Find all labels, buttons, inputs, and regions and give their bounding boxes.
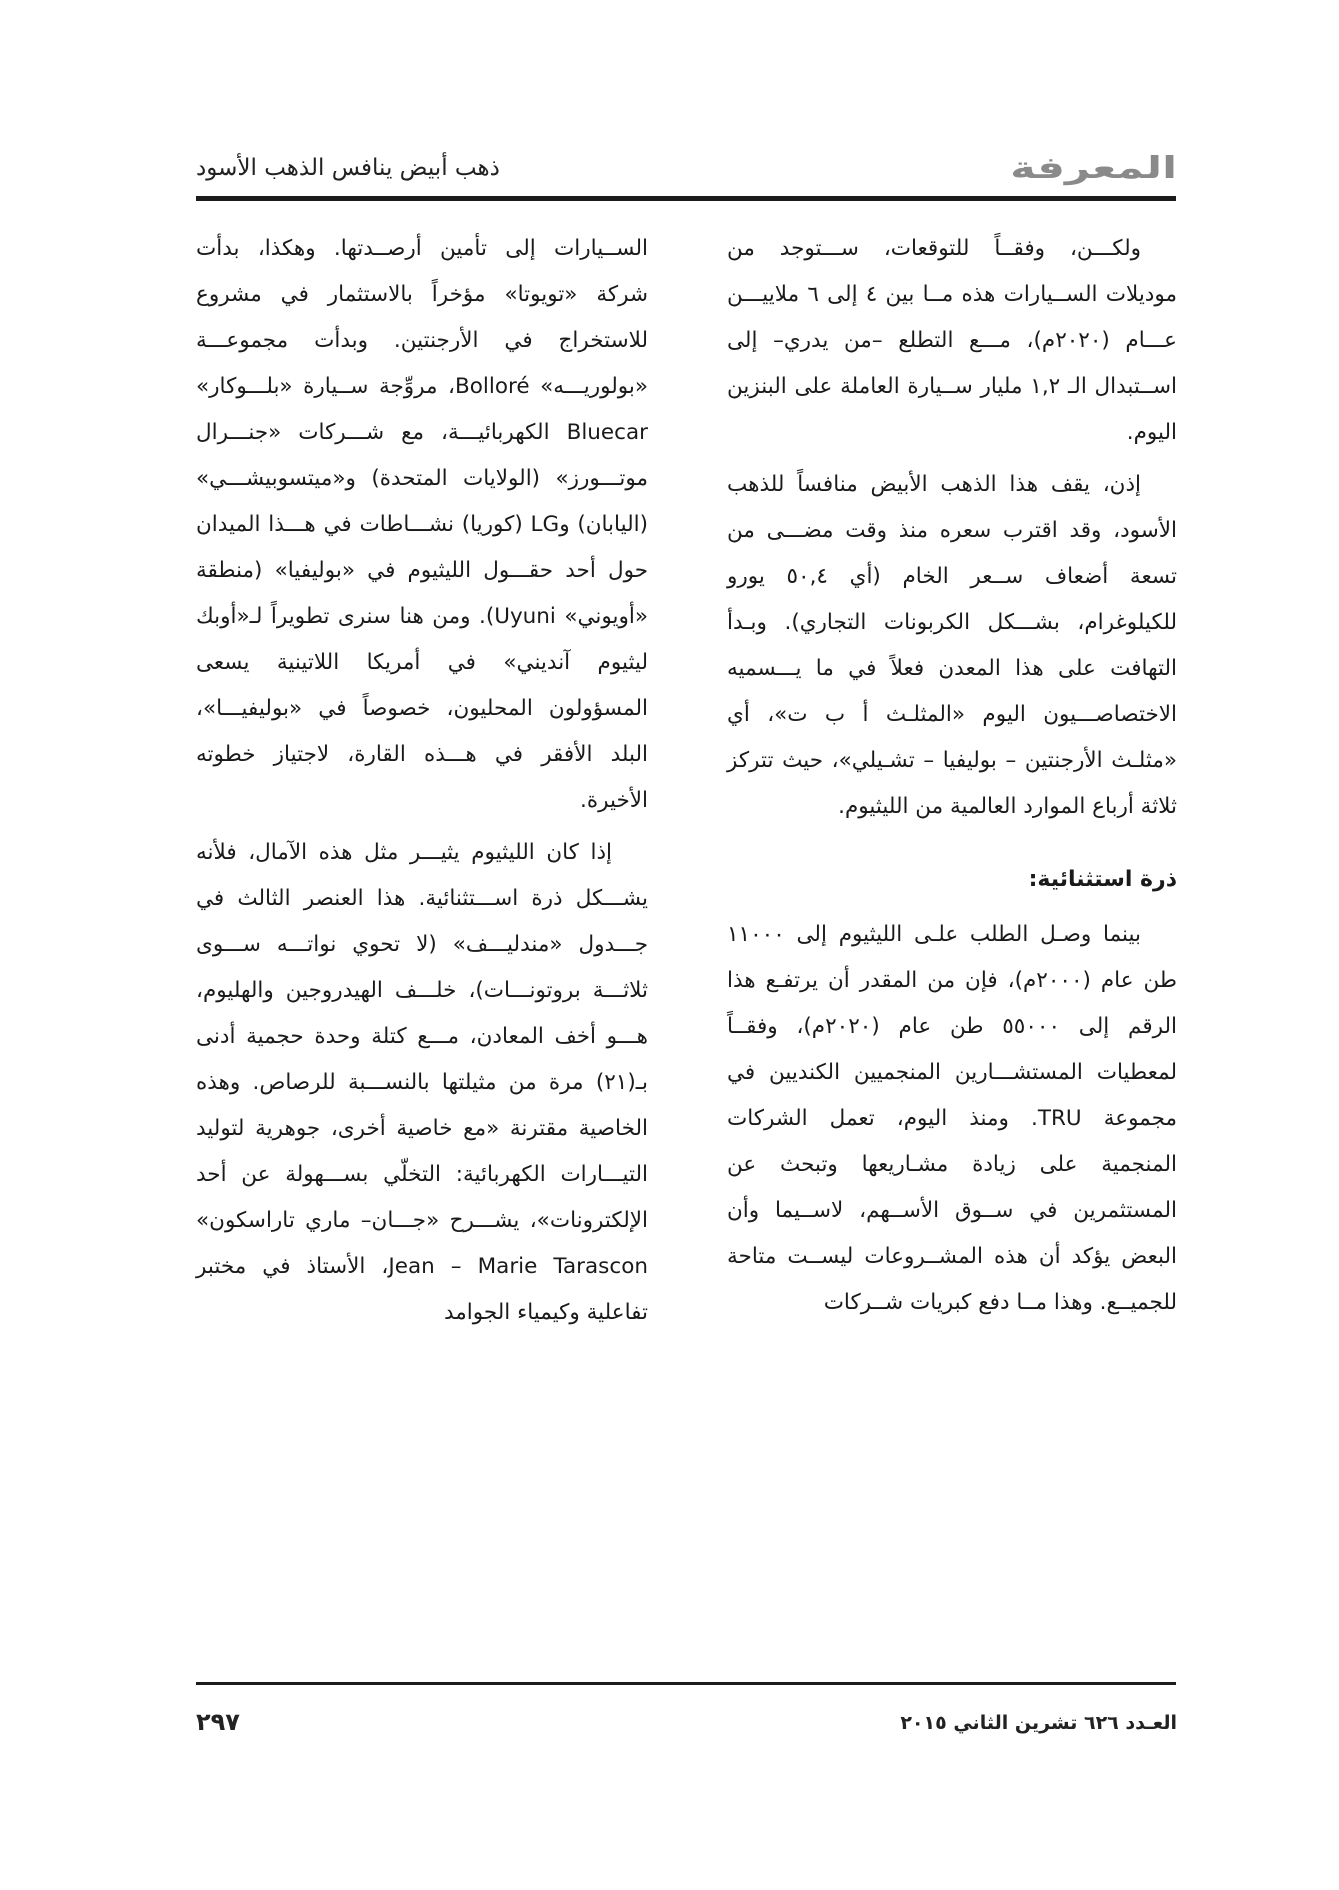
paragraph: بينما وصـل الطلب علـى الليثيوم إلى ١١٠٠٠ طن عام (٢٠٠٠م)، فإن من المقدر أن يرتفـع هذا الرقم إلى ٥٥٠٠٠ طن عام (٢٠٢٠م)، وفقــاً لمعطيات المستشـــارين المنجميين الكنديين في مجموعة TRU. ومنذ اليوم، تعمل الشركات المنجمية على زيادة مشـاريعها وتبحث عن المستثمرين في ســوق الأســهم، لاســيما وأن البعض يؤكد أن هذه المشــروعات ليســت متاحة للجميــع. وهذا مــا دفع كبريات شــركات (727, 922, 1178, 1315)
footer-divider (196, 1682, 1176, 1685)
header-divider (196, 196, 1176, 201)
section-heading: ذرة استثنائية: (1028, 867, 1177, 892)
issue-info: العـدد ٦٢٦ تشرين الثاني ٢٠١٥ (900, 1712, 1177, 1734)
right-column (727, 226, 1177, 1332)
paragraph: الســيارات إلى تأمين أرصــدتها. وهكذا، بدأت شركة «تويوتا» مؤخراً بالاستثمار في مشروع للاستخراج في الأرجنتين. وبدأت مجموعـــة «بولوريـــه» Bolloré، مروِّجة ســيارة «بلـــوكار» Bluecar الكهربائيـــة، مع شـــركات «جنـــرال موتـــورز» (الولايات المتحدة) و«ميتسوبيشـــي» (اليابان) وLG (كوريا) نشـــاطات في هـــذا الميدان حول أحد حقـــول الليثيوم في «بوليفيا» (منطقة «أويوني» Uyuni). ومن هنا سنرى تطويراً لـ«أوبك ليثيوم آنديني» في أمريكا اللاتينية يسعى المسؤولون المحليون، خصوصاً في «بوليفيـــا»، البلد الأفقر في هـــذه القارة، لاجتياز خطوته الأخيرة. (196, 236, 648, 813)
left-column (196, 226, 648, 1342)
paragraph: إذن، يقف هذا الذهب الأبيض منافساً للذهب الأسود، وقد اقترب سعره منذ وقت مضـــى من تسعة أضعاف ســعر الخام (أي ٥٠,٤ يورو للكيلوغرام، بشـــكل الكربونات التجاري). وبـدأ التهافت على هذا المعدن فعلاً في ما يـــسميه الاختصاصـــيون اليوم «المثلـث أ ب ت»، أي «مثلـث الأرجنتين – بوليفيا – تشـيلي»، حيث تتركز ثلاثة أرباع الموارد العالمية من الليثيوم. (727, 472, 1177, 819)
page-number: ٢٩٧ (196, 1708, 240, 1736)
paragraph: ولكـــن، وفقــاً للتوقعات، ســـتوجد من موديلات الســيارات هذه مــا بين ٤ إلى ٦ ملاييـــن عـــام (٢٠٢٠م)، مـــع التطلع –من يدري– إلى اســتبدال الـ ١,٢ مليار ســيارة العاملة على البنزين اليوم. (727, 236, 1178, 445)
paragraph: إذا كان الليثيوم يثيـــر مثل هذه الآمال، فلأنه يشـــكل ذرة اســـتثنائية. هذا العنصر الثالث في جـــدول «مندليـــف» (لا تحوي نواتـــه ســـوى ثلاثـــة بروتونـــات)، خلـــف الهيدروجين والهليوم، هـــو أخف المعادن، مـــع كتلة وحدة حجمية أدنى بـ(٢١) مرة من مثيلتها بالنســـبة للرصاص. وهذه الخاصية مقترنة «مع خاصية أخرى، جوهرية لتوليد التيـــارات الكهربائية: التخلّي بســـهولة عن أحد الإلكترونات»، يشـــرح «جـــان– ماري تاراسكون» Jean – Marie Tarascon، الأستاذ في مختبر تفاعلية وكيمياء الجوامد (196, 840, 648, 1325)
running-header-title: ذهب أبيض ينافس الذهب الأسود (196, 155, 500, 181)
magazine-logo: المعرفة (1010, 151, 1177, 186)
